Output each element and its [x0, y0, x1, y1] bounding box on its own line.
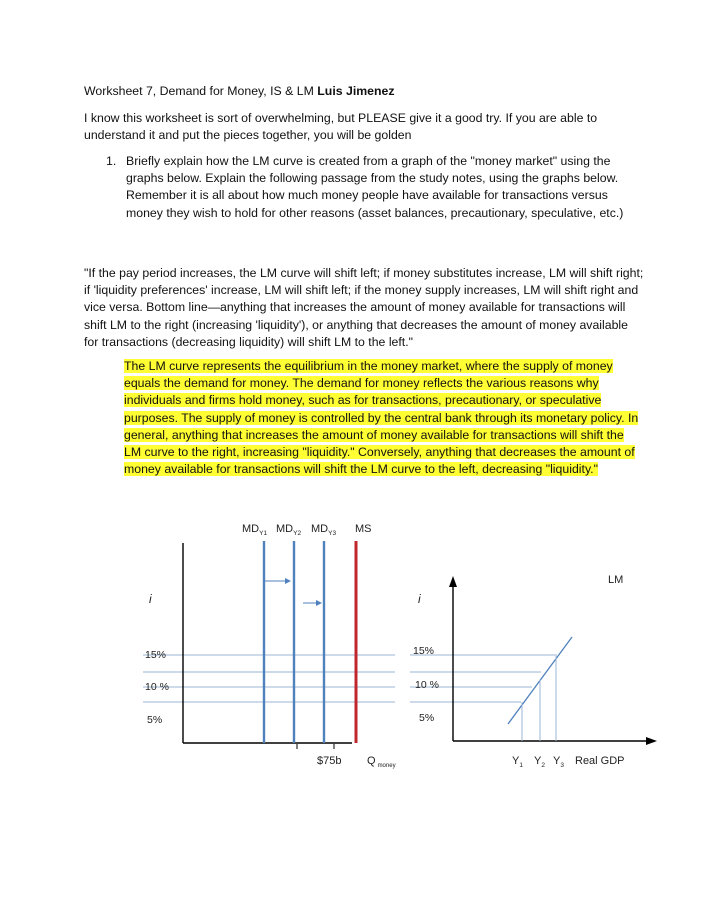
y2-label: $Y_2$ — [534, 755, 545, 769]
money-y-label: i — [149, 592, 152, 606]
question-text: Briefly explain how the LM curve is created from a graph of the "money market" using the graphs below. Explain the following passage from the study notes, using the graphs below. Remember it is all about how much money people have available for transactions versus money they wish to hold for other reasons (asset balances, precautionary, speculative, etc.) — [126, 154, 624, 220]
md-y2-label: $MD_{Y2}$ — [276, 523, 302, 537]
money-rate-15: 15% — [145, 649, 167, 661]
lm-curve-label: LM — [608, 574, 624, 586]
md-y1-label: $MD_{Y1}$ — [242, 523, 268, 537]
lm-rate-10: 10 % — [415, 679, 439, 691]
shift-arrow-1 — [265, 578, 291, 584]
lm-rate-5: 5% — [419, 712, 435, 724]
y3-label: $Y_3$ — [553, 755, 564, 769]
shift-arrow-2 — [303, 600, 322, 606]
lm-x-axis-arrow — [646, 737, 657, 745]
real-gdp-label: Real GDP — [575, 755, 625, 767]
intro-paragraph: I know this worksheet is sort of overwhelming, but PLEASE give it a good try. If you are able to understand it and put the pieces together, you will be golden — [84, 111, 598, 143]
y1-label: $Y_1$ — [512, 755, 523, 769]
lm-rate-15: 15% — [413, 645, 435, 657]
lm-y-axis-arrow — [449, 576, 457, 587]
money-x-tick-label: $75b — [317, 755, 342, 767]
question-number: 1. — [106, 154, 117, 168]
money-x-label: Q $_{money}$ — [367, 755, 396, 769]
money-rate-10: 10 % — [145, 681, 169, 693]
student-name: Luis Jimenez — [317, 84, 395, 98]
lm-y-label: i — [418, 592, 421, 606]
lm-graph — [410, 574, 657, 769]
money-rate-5: 5% — [147, 714, 163, 726]
ms-label: MS — [355, 523, 372, 535]
md-y3-label: $MD_{Y3}$ — [311, 523, 337, 537]
quoted-passage: "If the pay period increases, the LM curve will shift left; if money substitutes increase, LM will shift right; if 'liquidity preferences' increase, LM will shift left; if the money supply increases, LM will shift right and vice versa. Bottom line—anything that increases the amount of money available for transactions will shift LM to the right (increasing 'liquidity'), or anything that decreases the amount of money available for transactions (decreasing liquidity) will shift LM to the left." — [84, 266, 644, 349]
answer-highlighted-text: The LM curve represents the equilibrium in the money market, where the supply of money equals the demand for money. The demand for money reflects the various reasons why individuals and firms hold money, such as for transactions, precautionary, or speculative purposes. The supply of money is controlled by the central bank through its monetary policy. In general, anything that increases the amount of money available for transactions will shift the LM curve to the right, increasing "liquidity." Conversely, anything that decreases the amount of money available for transactions will shift the LM curve to the left, decreasing "liquidity." — [124, 359, 639, 477]
title-text: Worksheet 7, Demand for Money, IS & LM — [84, 84, 314, 98]
money-market-graph — [143, 523, 396, 769]
